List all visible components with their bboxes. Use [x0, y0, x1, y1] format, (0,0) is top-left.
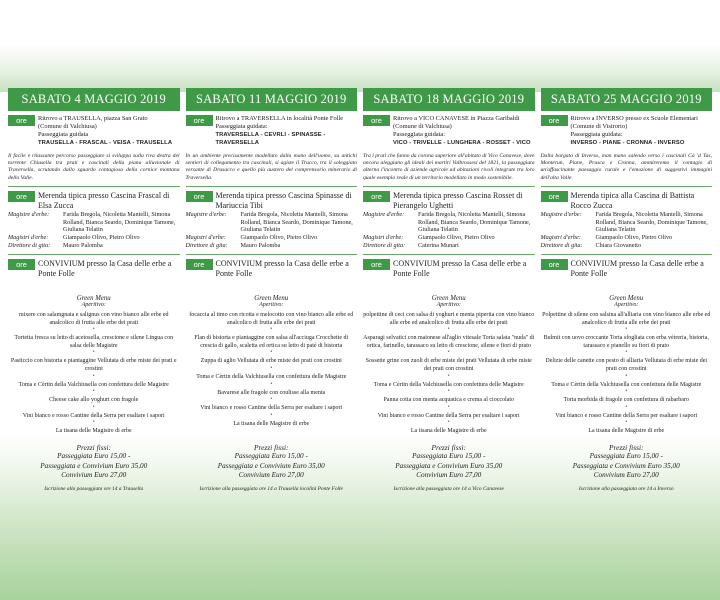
passeggiata-label: Passeggiata guidata:	[393, 131, 445, 138]
divider	[8, 186, 180, 187]
route: VICO - TRIVELLE - LUNGHERA - ROSSET - VICO	[393, 140, 531, 146]
divider	[541, 254, 713, 255]
menu-item: Tortetta fresca su letto di acetosella, crescione e silene Lingua con salsa delle Magistre	[14, 335, 174, 349]
convivium-text: CONVIVIUM presso la Casa delle erbe a Ponte Folle	[570, 258, 704, 278]
event-columns	[8, 88, 712, 600]
event-column-4	[541, 88, 713, 600]
prices-title: Prezzi fissi:	[76, 443, 111, 452]
menu-item: Delizie delle canette con pesto di alliaria Vellutata di erbe miste dei prati con crostini	[545, 358, 708, 372]
event-column-1	[8, 88, 180, 600]
menu-title: Green Menu	[609, 294, 644, 302]
magistre-label: Magistre d'erbe:	[185, 210, 227, 218]
ritrovo-text: Ritrovo a TRAUSELLA, piazza San Grato	[38, 115, 148, 122]
menu-item: Toma e Cèrtin della Valchiusella con confettura delle Magistre	[373, 381, 524, 388]
divider	[186, 254, 358, 255]
bullet-icon: •	[92, 327, 95, 333]
menu-item: Flan di bistorta e piantaggine con salsa all'acciuga Crocchette di crescia di gallo, scaletta ed ortica su letto di paté di bistorta	[194, 335, 349, 349]
menu-item: Zuppa di aglio Vellutata di erbe miste dei prati con crostini	[200, 358, 342, 365]
merenda-row	[363, 191, 535, 211]
direttore-label: Direttore di gita:	[185, 242, 228, 249]
menu-item: Vini bianco e rosso Cantine della Serra per esaltare i sapori	[22, 412, 165, 419]
menu-subtitle: Aperitivo:	[259, 302, 284, 309]
bullet-icon: •	[625, 373, 628, 379]
route: TRAUSELLA - FRASCAL - VEISA - TRAUSELLA	[38, 140, 173, 146]
convivium-row	[363, 259, 535, 279]
price-line: Passeggiata Euro 15,00 -	[589, 452, 663, 461]
prices-title: Prezzi fissi:	[431, 443, 466, 452]
prices	[363, 443, 535, 481]
merenda-row	[541, 191, 713, 211]
prices	[8, 443, 180, 481]
merenda-text: Merenda tipica presso Cascina Spinasse di Mariuccia Tibi	[215, 190, 352, 210]
bullet-icon: •	[447, 327, 450, 333]
magistri-label: Magistri d'erbe:	[363, 234, 404, 242]
magistri-label: Magistri d'erbe:	[8, 234, 49, 242]
bullet-icon: •	[270, 412, 273, 418]
bullet-icon: •	[625, 404, 628, 410]
menu-item: Torta morbida di fragole con confettura di rabarbaro	[563, 397, 689, 404]
price-line: Convivium Euro 27,00	[238, 471, 304, 480]
menu-item: polpettine di ceci con salsa di yoghurt e menta piperita con vino bianco alle erbe ed analcolico di frutta alle erbe dei prati	[363, 311, 535, 326]
magistri-names: Giampaolo Olivo, Pietro Olivo	[418, 234, 495, 242]
menu-title: Green Menu	[431, 294, 466, 302]
prices-title: Prezzi fissi:	[254, 443, 289, 452]
prices-title: Prezzi fissi:	[609, 443, 644, 452]
route: INVERSO - PIANE - CRONNA - INVERSO	[570, 140, 685, 146]
menu-item: Asparagi selvatici con maionese all'aglio vitesale Torta salata "nuda" di ortica, farinello, tarassaco su letto di crescione, silene e fiori di prato	[363, 335, 535, 349]
magistre-names: Farida Bregola, Nicoletta Mantelli, Simona Rolland, Bianca Seardo, Dominique Tamone, Giuliana Telatin	[63, 210, 176, 234]
green-menu	[541, 295, 713, 436]
bullet-icon: •	[447, 404, 450, 410]
magistri-label: Magistri d'erbe:	[540, 234, 581, 242]
green-menu	[363, 295, 535, 436]
ritrovo-text: Ritrovo a INVERSO presso ex Scuole Elementari	[570, 115, 698, 122]
magistre-label: Magistre d'erbe:	[363, 210, 405, 218]
intro-text: Dalla borgata di Inverso, man mano salendo verso i cascinali Cà 'd Tas, Monterun, Piane, Prasca e Cronna, ammireremo il contagio di un'affascinante paesaggio rurale e l'emozione di suggestivi immagini dell'alta Valle.	[540, 153, 712, 181]
ritrovo-row	[541, 115, 713, 147]
time-tag: ore 14,00	[363, 115, 390, 126]
menu-item: La tisana delle Magistre di erbe	[588, 428, 665, 435]
menu-item: Bavarese alle fragole con coulisse alla menta	[217, 389, 326, 396]
time-tag: ore 19,30	[541, 259, 568, 270]
menu-title: Green Menu	[76, 294, 111, 302]
convivium-text: CONVIVIUM presso la Casa delle erbe a Ponte Folle	[215, 258, 349, 278]
direttore-name: Mauro Palomba	[63, 242, 103, 249]
price-line: Passeggiata e Convivium Euro 35,00	[572, 461, 680, 470]
magistri-names: Giampaolo Olivo, Pietro Olivo	[63, 234, 140, 242]
direttore-name: Mauro Palomba	[240, 242, 281, 249]
menu-item: Toma e Cèrtin della Valchiusella con confettura delle Magistre	[18, 381, 169, 388]
intro-text: In un ambiente precisamente modellato dalla mano dell'uomo, su antichi sentieri di collegamento tra cascinali, si agiste il Trucco, tra il soleggiato versante di Drusacco e quello più austero del comprensorio minerario di Traversella.	[185, 153, 357, 181]
divider	[8, 254, 180, 255]
magistre-names: Farida Bregola, Nicoletta Mantelli, Simona Rolland, Bianca Seardo, Dominique Tamone, Giuliana Telatin	[418, 210, 531, 234]
date-banner: SABATO 4 MAGGIO 2019	[8, 88, 180, 111]
bullet-icon: •	[447, 389, 450, 395]
menu-item: Panna cotta con menta acquatica e crema al cioccolato	[383, 397, 515, 404]
bullet-icon: •	[270, 397, 273, 403]
bullet-icon: •	[92, 350, 95, 356]
menu-subtitle: Aperitivo:	[436, 302, 461, 309]
intro-text: Il facile e rilassante percorso passeggiato si sviluppa sulla riva destra del torrente Chiusella tra prati e cascinali della piana alluvionale di Traversella, scrutando dallo sguardo contagioso della cornice montana della Valle.	[8, 153, 180, 181]
price-line: Passeggiata e Convivium Euro 35,00	[395, 461, 503, 470]
time-tag: ore 17,00	[541, 191, 568, 202]
time-tag: ore 19,30	[8, 259, 35, 270]
bullet-icon: •	[625, 327, 628, 333]
divider	[541, 186, 713, 187]
iscrizione-note: Iscrizione alla passeggiata ore 14 a Inverso	[578, 486, 674, 492]
date-banner: SABATO 18 MAGGIO 2019	[363, 88, 535, 111]
merenda-row	[8, 191, 180, 211]
green-menu	[8, 295, 180, 436]
menu-item: La tisana delle Magistre di erbe	[233, 420, 310, 427]
bullet-icon: •	[92, 404, 95, 410]
bullet-icon: •	[92, 373, 95, 379]
menu-subtitle: Aperitivo:	[81, 302, 106, 309]
event-column-2	[186, 88, 358, 600]
menu-item: La tisana delle Magistre di erbe	[410, 428, 487, 435]
ritrovo-row	[363, 115, 535, 147]
price-line: Convivium Euro 27,00	[61, 471, 127, 480]
iscrizione-note: Iscrizione alla passeggiata ore 14 a Trausella	[44, 486, 144, 492]
intro-text: Tra i prati che fanno da corona superiore all'abitato di Vico Canavese, dove ancora aleggiano gli ideali dei martiri Valbrossesi del 1821, la passeggiata alterna l'incontro di aziende agricole ad abitazioni rivoli integrate tra loro quale esempio reale di un territorio modellato in modo sostenibile.	[363, 153, 535, 181]
divider	[363, 254, 535, 255]
time-tag: ore 19,30	[186, 259, 213, 270]
direttore-name: Caterina Munari	[418, 242, 459, 249]
time-tag: ore 14,00	[8, 115, 35, 126]
ritrovo-row	[8, 115, 180, 147]
menu-item: Toma e Cèrtin della Valchiusella con confettura delle Magistre	[196, 373, 347, 380]
merenda-row	[186, 191, 358, 211]
event-column-3	[363, 88, 535, 600]
prices	[186, 443, 358, 481]
bullet-icon: •	[270, 350, 273, 356]
top-green-fade	[0, 0, 720, 92]
merenda-text: Merenda tipica presso Cascina Frascal di Elsa Zucca	[38, 190, 170, 210]
time-tag: ore 19,30	[363, 259, 390, 270]
menu-item: Vini bianco e rosso Cantine della Serra per esaltare i sapori	[200, 405, 343, 412]
price-line: Convivium Euro 27,00	[416, 471, 482, 480]
time-tag: ore 17,30	[363, 191, 390, 202]
magistre-label: Magistre d'erbe:	[8, 210, 50, 218]
magistri-names: Giampaolo Olivo, Pietro Olivo	[595, 234, 673, 242]
bullet-icon: •	[270, 365, 273, 371]
magistri-label: Magistri d'erbe:	[185, 234, 226, 242]
time-tag: ore 14,00	[186, 115, 213, 126]
menu-title: Green Menu	[254, 294, 289, 302]
direttore-name: Chiara Giovanetto	[595, 242, 642, 249]
direttore-label: Direttore di gita:	[540, 242, 583, 249]
magistre-names: Farida Bregola, Nicoletta Mantelli, Simona Rolland, Bianca Seardo, Dominique Tamone, Giuliana Telatin	[595, 210, 708, 234]
ritrovo-text: Ritrovo a VICO CANAVESE in Piazza Garibaldi	[393, 115, 520, 122]
passeggiata-label: Passeggiata guidata:	[570, 131, 623, 138]
menu-item: Vini bianco e rosso Cantine della Serra per esaltare i sapori	[555, 412, 698, 419]
menu-item: Toma e Cèrtin della Valchiusella con confettura delle Magistre	[551, 381, 702, 388]
price-line: Passeggiata Euro 15,00 -	[234, 452, 308, 461]
merenda-text: Merenda tipica presso Cascina Rosset di Pierangelo Ughetti	[393, 190, 523, 210]
menu-subtitle: Aperitivo:	[614, 302, 639, 309]
iscrizione-note: Iscrizione alla passeggiata ore 14 a Vico Canavese	[393, 486, 504, 492]
prices	[541, 443, 713, 481]
menu-item: Polpettine di silene con salsina all'alliaria con vino bianco alle erbe ed analcolico di frutta alle erbe dei prati	[542, 311, 711, 326]
bullet-icon: •	[92, 420, 95, 426]
magistri-names: Giampaolo Olivo, Pietro Olivo	[240, 234, 318, 242]
bullet-icon: •	[625, 420, 628, 426]
convivium-row	[8, 259, 180, 279]
menu-item: La tisana delle Magistre di erbe	[55, 428, 132, 435]
bullet-icon: •	[447, 350, 450, 356]
passeggiata-label: Passeggiata guidata:	[215, 123, 268, 130]
menu-item: Bulmit con uovo croccante Torta sfogliata con erba vètreria, bistorta, tarassaco e pianello su fiori di prato	[543, 335, 709, 349]
bullet-icon: •	[625, 350, 628, 356]
merenda-text: Merenda tipica alla Cascina di Battista Rocco Zucca	[570, 190, 695, 210]
price-line: Passeggiata e Convivium Euro 35,00	[40, 461, 148, 470]
divider	[186, 186, 358, 187]
time-tag: ore 17,30	[8, 191, 35, 202]
date-banner: SABATO 11 MAGGIO 2019	[186, 88, 358, 111]
price-line: Passeggiata e Convivium Euro 35,00	[217, 461, 325, 470]
menu-item: Cheese cake allo yoghurt con fragole	[49, 397, 139, 404]
menu-item: Vini bianco e rosso Cantine della Serra per esaltare i sapori	[377, 412, 520, 419]
divider	[363, 186, 535, 187]
convivium-row	[541, 259, 713, 279]
ritrovo-sub: (Comune di Valchiusa)	[38, 123, 97, 130]
convivium-row	[186, 259, 358, 279]
route: TRAVERSELLA - CEVRLI - SPINASSE - TRAVERSELLA	[215, 132, 326, 146]
ritrovo-sub: (Comune di Valchiusa)	[393, 123, 452, 130]
date-banner: SABATO 25 MAGGIO 2019	[541, 88, 713, 111]
price-line: Passeggiata Euro 15,00 -	[412, 452, 486, 461]
convivium-text: CONVIVIUM presso la Casa delle erbe a Ponte Folle	[38, 258, 172, 278]
bullet-icon: •	[625, 389, 628, 395]
ritrovo-text: Ritrovo a TRAVERSELLA in località Ponte Folle	[215, 115, 344, 122]
bullet-icon: •	[447, 373, 450, 379]
bullet-icon: •	[270, 327, 273, 333]
iscrizione-note: Iscrizione alla passeggiata ore 14 a Trausella località Ponte Folle	[199, 486, 343, 492]
price-line: Passeggiata Euro 15,00 -	[57, 452, 131, 461]
bullet-icon: •	[447, 420, 450, 426]
ritrovo-sub: (Comune di Vistrorio)	[570, 123, 628, 130]
ritrovo-row	[186, 115, 358, 147]
bullet-icon: •	[270, 381, 273, 387]
direttore-label: Direttore di gita:	[363, 242, 406, 249]
magistre-names: Farida Bregola, Nicoletta Mantelli, Simona Rolland, Bianca Seardo, Dominique Tamone, Giuliana Telatin	[240, 210, 353, 234]
menu-item: focaccia al timo con ricotta e melocotto con vino bianco alle erbe ed analcolico di frutta alle erbe dei prati	[189, 311, 354, 326]
menu-item: mixere con salamgnata e salignus con vino bianco alle erbe ed analcolico di frutta alle erbe dei prati	[18, 311, 169, 326]
menu-item: Pasticcio con bistorta e piantaggine Vellutata di erbe miste dei prati e crostini	[10, 358, 177, 372]
magistre-label: Magistre d'erbe:	[540, 210, 582, 218]
menu-item: Sossette grine con zuoli di erbe miste dei prati Vellutata di erbe miste dei prati con crostini	[365, 358, 532, 372]
time-tag: ore 17,30	[186, 191, 213, 202]
direttore-label: Direttore di gita:	[8, 242, 51, 249]
green-menu	[186, 295, 358, 429]
bullet-icon: •	[92, 389, 95, 395]
passeggiata-label: Passeggiata guidata	[38, 131, 89, 138]
convivium-text: CONVIVIUM presso la Casa delle erbe a Ponte Folle	[393, 258, 527, 278]
time-tag: ore 14,00	[541, 115, 568, 126]
price-line: Convivium Euro 27,00	[593, 471, 659, 480]
